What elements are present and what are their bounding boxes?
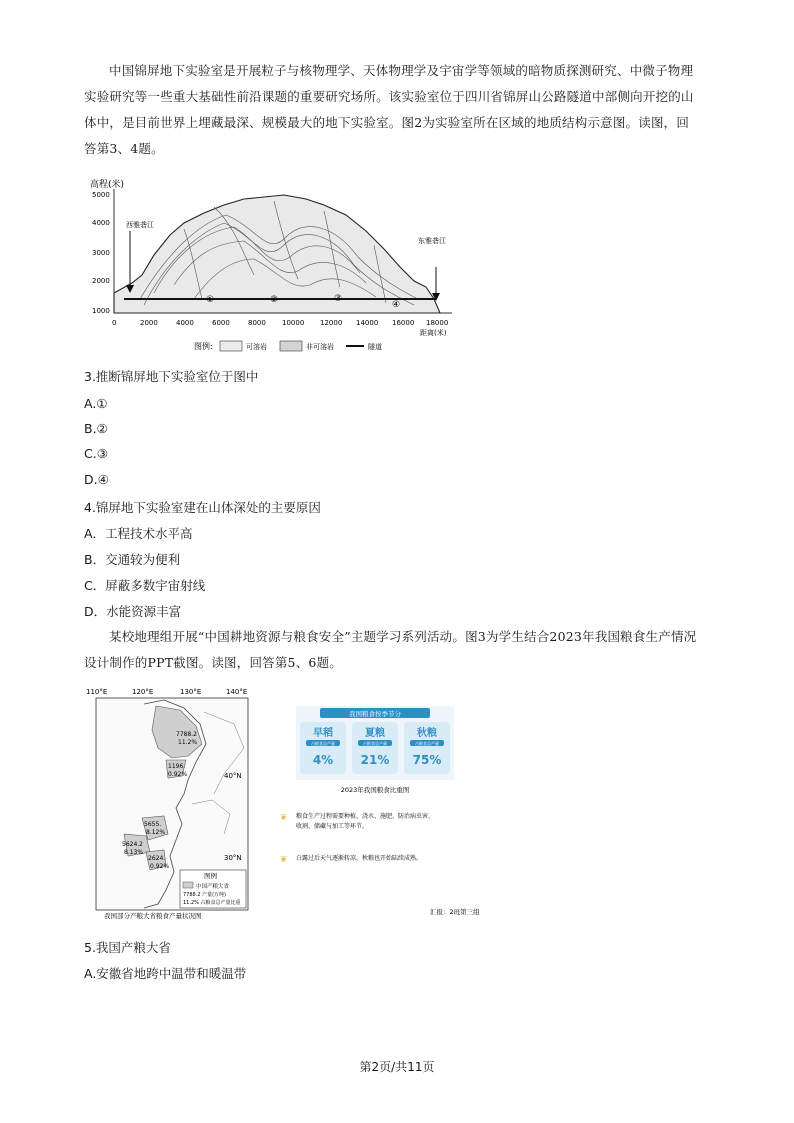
ppt-note-1-line-2: 收割、储藏与加工等环节。 <box>296 823 369 830</box>
fig2-ylabel: 高程(米) <box>90 180 125 190</box>
grain-map-figure <box>84 684 264 920</box>
ppt-slide-figure <box>280 700 500 922</box>
fig2-ytick: 3000 <box>92 249 110 257</box>
leaf-icon: ❦ <box>280 855 288 865</box>
fig2-ytick: 4000 <box>92 219 110 227</box>
ppt-note-1-line-1: 粮食生产过程需要种植、浇水、施肥、防治病虫害、 <box>296 813 435 820</box>
question-3-stem: 3.推断锦屏地下实验室位于图中 <box>84 369 259 384</box>
legend-insoluble-swatch <box>280 341 302 351</box>
geology-cross-section-figure <box>84 175 464 355</box>
season-tag: 占粮食总产量 <box>363 741 387 746</box>
map-share-label: 0.92% <box>150 863 170 870</box>
question-3-option-c[interactable]: C.③ <box>84 446 108 461</box>
map-share-label: 8.12% <box>146 829 166 836</box>
fig2-legend-insoluble: 非可溶岩 <box>306 343 334 351</box>
fig2-xtick: 12000 <box>320 319 343 327</box>
season-tag: 占粮食总产量 <box>415 741 439 746</box>
fig2-ytick: 1000 <box>92 307 110 315</box>
map-legend-share: 11.2% 占粮食总产量比重 <box>183 900 241 906</box>
question-4-option-a[interactable]: A．工程技术水平高 <box>84 526 193 541</box>
ppt-chart-caption: 2023年我国粮食比重图 <box>340 786 410 794</box>
fig2-xtick: 4000 <box>176 319 194 327</box>
lon-label: 130°E <box>180 688 202 696</box>
map-legend-title: 图例 <box>204 872 217 880</box>
season-name: 早稻 <box>313 728 333 739</box>
map-value-label: 5655. <box>144 821 162 828</box>
question-4-option-d[interactable]: D．水能资源丰富 <box>84 604 182 619</box>
fig2-xtick: 16000 <box>392 319 415 327</box>
season-tag: 占粮食总产量 <box>311 741 335 746</box>
question-3-option-b[interactable]: B.② <box>84 421 108 436</box>
fig2-legend-soluble: 可溶岩 <box>246 343 267 351</box>
page-footer: 第2页/共11页 <box>359 1060 435 1074</box>
marker-2: ② <box>270 295 279 305</box>
map-legend-value: 7788.2 产量(万吨) <box>183 892 226 898</box>
question-4-stem: 4.锦屏地下实验室建在山体深处的主要原因 <box>84 500 321 515</box>
fig2-xtick: 0 <box>112 319 117 327</box>
question-4-option-c[interactable]: C．屏蔽多数宇宙射线 <box>84 578 206 593</box>
map-share-label: 0.92% <box>168 771 188 778</box>
fig2-xtick: 10000 <box>282 319 305 327</box>
season-card-summer <box>352 722 398 774</box>
marker-3: ③ <box>334 294 343 304</box>
ppt-banner-text: 我国粮食按季节分 <box>349 710 401 718</box>
fig2-xtick: 18000 <box>426 319 449 327</box>
lat-label: 30°N <box>224 854 242 862</box>
fig2-xtick: 14000 <box>356 319 379 327</box>
marker-1: ① <box>206 295 215 305</box>
map-value-label: 2624. <box>148 855 166 862</box>
question-4-option-b[interactable]: B．交通较为便利 <box>84 552 181 567</box>
lat-label: 40°N <box>224 772 242 780</box>
question-5-option-a[interactable]: A.安徽省地跨中温带和暖温带 <box>84 966 247 981</box>
ppt-note-2: 白露过后天气逐渐转凉，秋粮也开始陆续成熟。 <box>296 855 423 862</box>
map-value-label: 7788.2 <box>176 731 197 738</box>
west-river-label: 西雅砻江 <box>126 221 154 229</box>
season-card-early-rice <box>300 722 346 774</box>
lon-label: 120°E <box>132 688 154 696</box>
fig2-ytick: 5000 <box>92 191 110 199</box>
map-share-label: 8.13% <box>124 849 144 856</box>
season-pct: 75% <box>412 753 442 767</box>
fig2-xtick: 2000 <box>140 319 158 327</box>
season-card-autumn <box>404 722 450 774</box>
fig2-ytick: 2000 <box>92 277 110 285</box>
fig2-xlabel: 距离(米) <box>420 329 447 337</box>
question-5-stem: 5.我国产粮大省 <box>84 940 171 955</box>
lon-label: 110°E <box>86 688 108 696</box>
marker-4: ④ <box>392 300 401 310</box>
map-value-label: 1196. <box>168 763 186 770</box>
ppt-reporter: 汇报：2班第三组 <box>430 908 480 916</box>
map-share-label: 11.2% <box>178 739 198 746</box>
map-legend-item: 中国产粮大省 <box>196 884 230 890</box>
fig2-xtick: 6000 <box>212 319 230 327</box>
map-value-label: 5624.2 <box>122 841 143 848</box>
season-name: 夏粮 <box>365 728 385 739</box>
season-pct: 4% <box>312 753 334 767</box>
east-river-label: 东雅砻江 <box>418 237 446 245</box>
legend-soluble-swatch <box>220 341 242 351</box>
leaf-icon: ❦ <box>280 813 288 823</box>
question-3-option-d[interactable]: D.④ <box>84 472 109 487</box>
map-caption: 我国部分产粮大省粮食产量状况图 <box>104 912 202 920</box>
fig2-legend-title: 图例: <box>194 342 213 351</box>
fig2-xtick: 8000 <box>248 319 266 327</box>
season-name: 秋粮 <box>417 728 437 739</box>
intro-paragraph-1: 中国锦屏地下实验室是开展粒子与核物理学、天体物理学及宇宙学等领域的暗物质探测研究、中微子物理实验研究等一些重大基础性前沿课题的重要研究场所。该实验室位于四川省锦屏山公路隧道中部侧向开挖的山体中，是目前世界上埋藏最深、规模最大的地下实验室。图2为实验室所在区域的地质结构示意图。读图，回答第3、4题。 <box>84 63 694 156</box>
question-3-option-a[interactable]: A.① <box>84 396 108 411</box>
intro-paragraph-2: 某校地理组开展“中国耕地资源与粮食安全”主题学习系列活动。图3为学生结合2023年我国粮食生产情况设计制作的PPT截图。读图，回答第5、6题。 <box>84 629 697 670</box>
fig2-legend-tunnel: 隧道 <box>368 343 382 351</box>
season-pct: 21% <box>360 753 390 767</box>
lon-label: 140°E <box>226 688 248 696</box>
